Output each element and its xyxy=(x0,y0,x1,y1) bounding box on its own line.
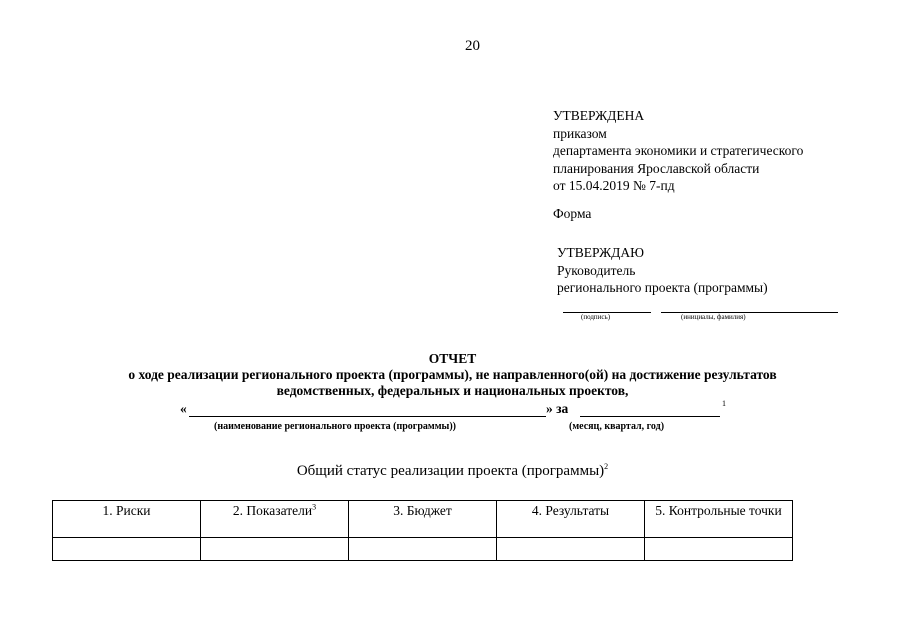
approve-line: регионального проекта (программы) xyxy=(557,280,768,295)
status-title xyxy=(0,463,905,480)
indicators-footnote: 3 xyxy=(312,502,317,512)
name-caption: (инициалы, фамилия) xyxy=(681,313,746,321)
table-header-row xyxy=(53,501,793,538)
col-indicators: 2. Показатели$^3$ xyxy=(201,501,349,538)
status-title-text: Общий статус реализации проекта (программы) xyxy=(296,463,605,479)
close-quote-for: » за xyxy=(546,401,569,416)
approve-line: УТВЕРЖДАЮ xyxy=(557,245,645,260)
col-checkpoints: 5. Контрольные точки xyxy=(645,501,793,538)
status-table xyxy=(52,500,793,561)
approval-line: от 15.04.2019 № 7-пд xyxy=(553,178,675,193)
project-name-line xyxy=(189,416,546,417)
cell-checkpoints[interactable] xyxy=(645,538,793,561)
approval-line: планирования Ярославской области xyxy=(553,160,760,176)
cell-risks[interactable] xyxy=(53,538,201,561)
report-subtitle-line2: ведомственных, федеральных и национальных проектов, xyxy=(276,383,629,398)
report-title-block xyxy=(0,351,905,399)
status-title-footnote: 2 xyxy=(604,462,609,471)
cell-indicators[interactable] xyxy=(201,538,349,561)
period-caption: (месяц, квартал, год) xyxy=(569,421,665,432)
signature-caption: (подпись) xyxy=(581,313,611,321)
cell-budget[interactable] xyxy=(349,538,497,561)
open-quote: « xyxy=(180,401,187,416)
approval-line: приказом xyxy=(553,125,607,141)
col-results: 4. Результаты xyxy=(497,501,645,538)
approve-block xyxy=(557,244,768,297)
form-label: Форма xyxy=(553,206,592,221)
page-number: 20 xyxy=(465,38,480,54)
table-row xyxy=(53,538,793,561)
col-risks: 1. Риски xyxy=(53,501,201,538)
approval-line: департамента экономики и стратегического xyxy=(553,143,804,158)
approve-line: Руководитель xyxy=(557,262,636,278)
footnote-1: 1 xyxy=(722,399,726,408)
report-title: ОТЧЕТ xyxy=(428,351,477,366)
cell-results[interactable] xyxy=(497,538,645,561)
approval-stamp-block xyxy=(553,107,803,195)
col-budget: 3. Бюджет xyxy=(349,501,497,538)
project-name-caption: (наименование регионального проекта (программы)) xyxy=(214,421,456,432)
period-line xyxy=(580,416,720,417)
approval-line: УТВЕРЖДЕНА xyxy=(553,108,645,123)
report-subtitle-line1: о ходе реализации регионального проекта (программы), не направленного(ой) на достижение результатов xyxy=(128,367,777,382)
